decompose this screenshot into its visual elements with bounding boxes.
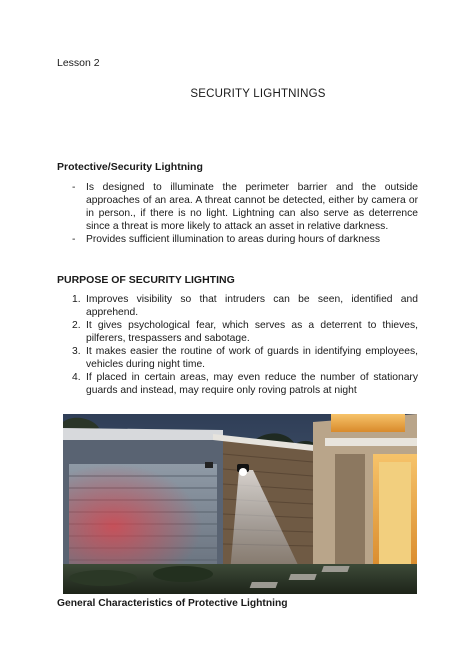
- list-item-text: It makes easier the routine of work of guards in identifying employees, vehicles during night time.: [86, 346, 418, 370]
- list-item-text: Improves visibility so that intruders can be seen, identified and apprehend.: [86, 294, 418, 318]
- list-number: 1.: [72, 294, 81, 305]
- protective-lightning-list: [72, 181, 418, 246]
- purpose-list: [72, 293, 418, 397]
- list-number: 2.: [72, 320, 81, 331]
- list-item: [72, 181, 418, 233]
- list-item-text: Provides sufficient illumination to areas during hours of darkness: [86, 234, 380, 245]
- list-item: [72, 319, 418, 345]
- section-heading-purpose: PURPOSE OF SECURITY LIGHTING: [57, 274, 235, 286]
- list-item-text: If placed in certain areas, may even reduce the number of stationary guards and instead, may require only roving patrols at night: [86, 372, 418, 396]
- lesson-label: Lesson 2: [57, 57, 100, 69]
- house-night-illustration: [63, 414, 417, 594]
- lamp-icon: [205, 462, 213, 468]
- dash-bullet: -: [72, 234, 76, 245]
- list-item-text: It gives psychological fear, which serves as a deterrent to thieves, pilferers, trespassers and sabotage.: [86, 320, 418, 344]
- list-item: [72, 293, 418, 319]
- list-item: [72, 345, 418, 371]
- list-number: 4.: [72, 372, 81, 383]
- list-number: 3.: [72, 346, 81, 357]
- page-title: SECURITY LIGHTNINGS: [190, 88, 326, 100]
- list-item: [72, 371, 418, 397]
- security-lighting-photo: [63, 414, 417, 594]
- list-item: [72, 233, 418, 246]
- dash-bullet: -: [72, 182, 76, 193]
- image-caption: General Characteristics of Protective Lightning: [57, 598, 288, 609]
- section-heading-protective-lightning: Protective/Security Lightning: [57, 161, 203, 173]
- list-item-text: Is designed to illuminate the perimeter barrier and the outside approaches of an area. A threat cannot be detected, either by camera or in person., if there is no light. Lightning can also serve as deterrence since a threat is more likely to attack an asset in relative darkness.: [86, 182, 418, 232]
